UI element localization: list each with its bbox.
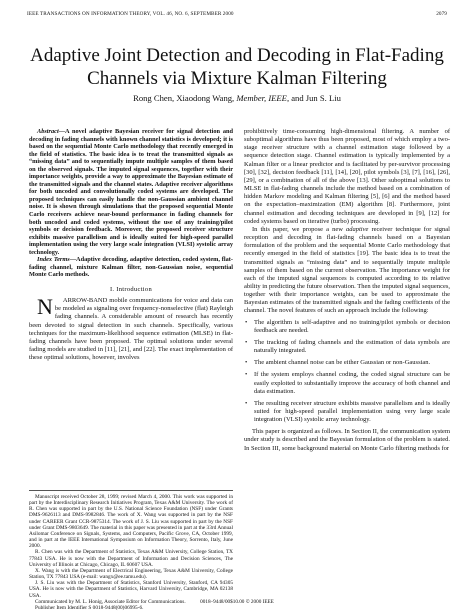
index-terms [29,256,233,279]
abstract-label: Abstract— [37,128,65,135]
index-terms-label: Index Terms— [37,256,77,264]
para2-rest: receiver technique for signal reception and decoding in flat-fading channels based on a Bayesian formulation of the problem and the sequential Monte Carlo methodology that recently emerged in the field of statistics [19]. The basic idea is to treat the transmitted signals as “missing data” and to sequentially impute multiple samples of them based on the current observation. The importance weight for each of the imputed signal sequences is computed according to its relative ability in predicting the future observation. Then the imputed signal sequences, together with their importance weights, can be used to approximate the Bayesian estimates of the transmitted signals and the fading coefficients of the channel. The novel features of such an approach include the following: [244,225,450,315]
left-column [29,128,233,362]
bullet-icon: • [245,371,248,379]
feature-list [244,319,450,425]
footnote-publisher-id: Publisher Item Identifier S 0018-9448(00)06995-6. [35,604,144,611]
list-item-text: If the system employs channel coding, the coded signal structure can be easily exploited to substantially improve the accuracy of both channel and data estimation. [254,371,450,395]
list-item-text: The tracking of fading channels and the estimation of data symbols are naturally integrated. [254,338,450,355]
footnote-affiliation-wang: X. Wang is with the Department of Electrical Engineering, Texas A&M University, College Station, TX 77843 USA (e-mail: wangx@ee.tamu.edu). [29,567,233,581]
bullet-icon: • [245,318,248,326]
title-line-1: Adaptive Joint Detection and Decoding in Flat-Fading [30,45,444,66]
abstract [29,128,233,256]
list-item [244,371,450,395]
author-membership: Member, IEEE [236,93,287,103]
copyright-footer: 0018–9448/00$10.00 © 2000 IEEE [200,599,274,605]
drop-cap-letter: N [37,294,53,320]
right-paragraph-3: This paper is organized as follows. In Section II, the communication system under study is described and the Bayesian formulation of the problem is stated. In Section III, some background material on Monte Carlo filtering methods for [244,428,450,452]
section-heading-introduction: I. Introduction [109,285,153,293]
page-number: 2079 [436,11,447,17]
list-item-text: The algorithm is self-adaptive and no training/pilot symbols or decision feedback are needed. [254,318,450,334]
list-item [244,339,450,355]
list-item [244,319,450,335]
journal-citation: IEEE TRANSACTIONS ON INFORMATION THEORY, VOL. 46, NO. 6, SEPTEMBER 2000 [27,11,234,17]
bullet-icon: • [245,338,248,346]
title-line-2: Channels via Mixture Kalman Filtering [87,68,387,89]
footnote-affiliation-chen: R. Chen was with the Department of Statistics, Texas A&M University, College Station, TX 77843 USA. He is now with the Department of Information and Decision Sciences, The University of Illinois at Chicago, Chicago, IL 60607 USA. [29,549,233,568]
footnote-communicated: Communicated by M. L. Honig, Associate Editor for Communications. [35,598,186,605]
author-names-a: Rong Chen, Xiaodong Wang, [133,93,237,103]
right-paragraph-1: prohibitively time-consuming high-dimensional filtering. A number of suboptimal algorithms have thus been proposed, most of which employ a two-stage receiver structure with a channel estimation stage followed by a sequence detection stage. Channel estimation is typically implemented by a Kalman filter or a linear predictor and is facilitated by per-survivor processing [30], [32], decision feedback [11], [14], [20], pilot symbols [3], [7], [16], [26], [29], or a combination of all of the above [13]. Other suboptimal solutions to MLSE in flat-fading channels include the method based on a combination of hidden Markov modeling and Kalman filtering [5], [6] and the method based on the expectation–maximization (EM) algorithm [8]. Furthermore, joint channel estimation and decoding techniques are developed in [9], [12] for coded systems based on iterative (turbo) processing. [244,128,450,225]
running-header [27,11,447,17]
footnotes [29,490,233,611]
footnote-manuscript: Manuscript received October 28, 1999; revised March 4, 2000. This work was supported in part by the Interdisciplinary Research Initiatives Program, Texas A&M University. The work of R. Chen was supported in part by the U.S. National Science Foundation (NSF) under Grants DMS-9626113 and DMS-9982846. The work of X. Wang was supported in part by the NSF under CAREER Grant CCR-9875314. The work of J. S. Liu was supported in part by the NSF under Grant DMS-9803649. The material in this paper was presented in part at the 33rd Annual Asilomar Conference on Signals, Systems, and Computers, Pacific Grove, CA, October 1999, and in part at the IEEE International Symposium on Information Theory, Sorrento, Italy, June 2000. [29,494,233,550]
emphasis-adaptive: adaptive [346,225,369,233]
right-paragraph-2 [244,226,450,316]
bullet-icon: • [245,399,248,407]
para2-start: In this paper, we propose a new [252,225,346,233]
intro-text: ARROW-BAND mobile communications for voice and data can be modeled as signaling over frequency-nonselective (flat) Rayleigh fading channels. A considerable amount of research has recently been devoted to signal detection in such channels. Specifically, various techniques for the maximum-likelihood sequence estimation (MLSE) in flat-fading channels have been proposed. The optimal solutions under several fading models are studied in [11], [21], and [22]. The exact implementation of these optimal solutions, however, involves [29,297,233,362]
list-item-text: The resulting receiver structure exhibits massive parallelism and is ideally suited for high-speed parallel implementation using very large scale integration (VLSI) systolic array technology. [254,399,450,424]
abstract-text: A novel adaptive Bayesian receiver for signal detection and decoding in fading channels with known channel statistics is developed; it is based on the sequential Monte Carlo methodology that recently emerged in the field of statistics. The basic idea is to treat the transmitted signals as “missing data” and to sequentially impute multiple samples of them based on the observed signals. The imputed signal sequences, together with their importance weights, provide a way to approximate the Bayesian estimate of the transmitted signals and the channel states. Adaptive receiver algorithms for both uncoded and convolutionally coded systems are developed. The proposed techniques can easily handle the non-Gaussian ambient channel noise. It is shown through simulations that the proposed sequential Monte Carlo receivers achieve near-bound performance in fading channels for both uncoded and coded systems, without the use of any training/pilot symbols or decision feedback. Moreover, the proposed receiver structure exhibits massive parallelism and is ideally suited for high-speed parallel implementation using the very large scale integration (VLSI) systolic array technology. [29,128,233,256]
bullet-icon: • [245,359,248,367]
intro-paragraph [29,294,233,362]
author-line [20,93,454,103]
list-item-text: The ambient channel noise can be either Gaussian or non-Gaussian. [254,359,431,367]
footnote-affiliation-liu: J. S. Liu was with the Department of Statistics, Stanford University, Stanford, CA 94305 USA. He is now with the Department of Statistics, Harvard University, Cambridge, MA 02138 USA. [29,580,233,599]
list-item [244,400,450,424]
author-names-b: , and Jun S. Liu [286,93,341,103]
right-column [244,128,450,453]
paper-title [20,44,454,90]
index-terms-text: Adaptive decoding, adaptive detection, coded system, flat-fading channel, mixture Kalman filter, non-Gaussian noise, sequential Monte Carlo methods. [29,256,233,279]
list-item [244,359,450,367]
